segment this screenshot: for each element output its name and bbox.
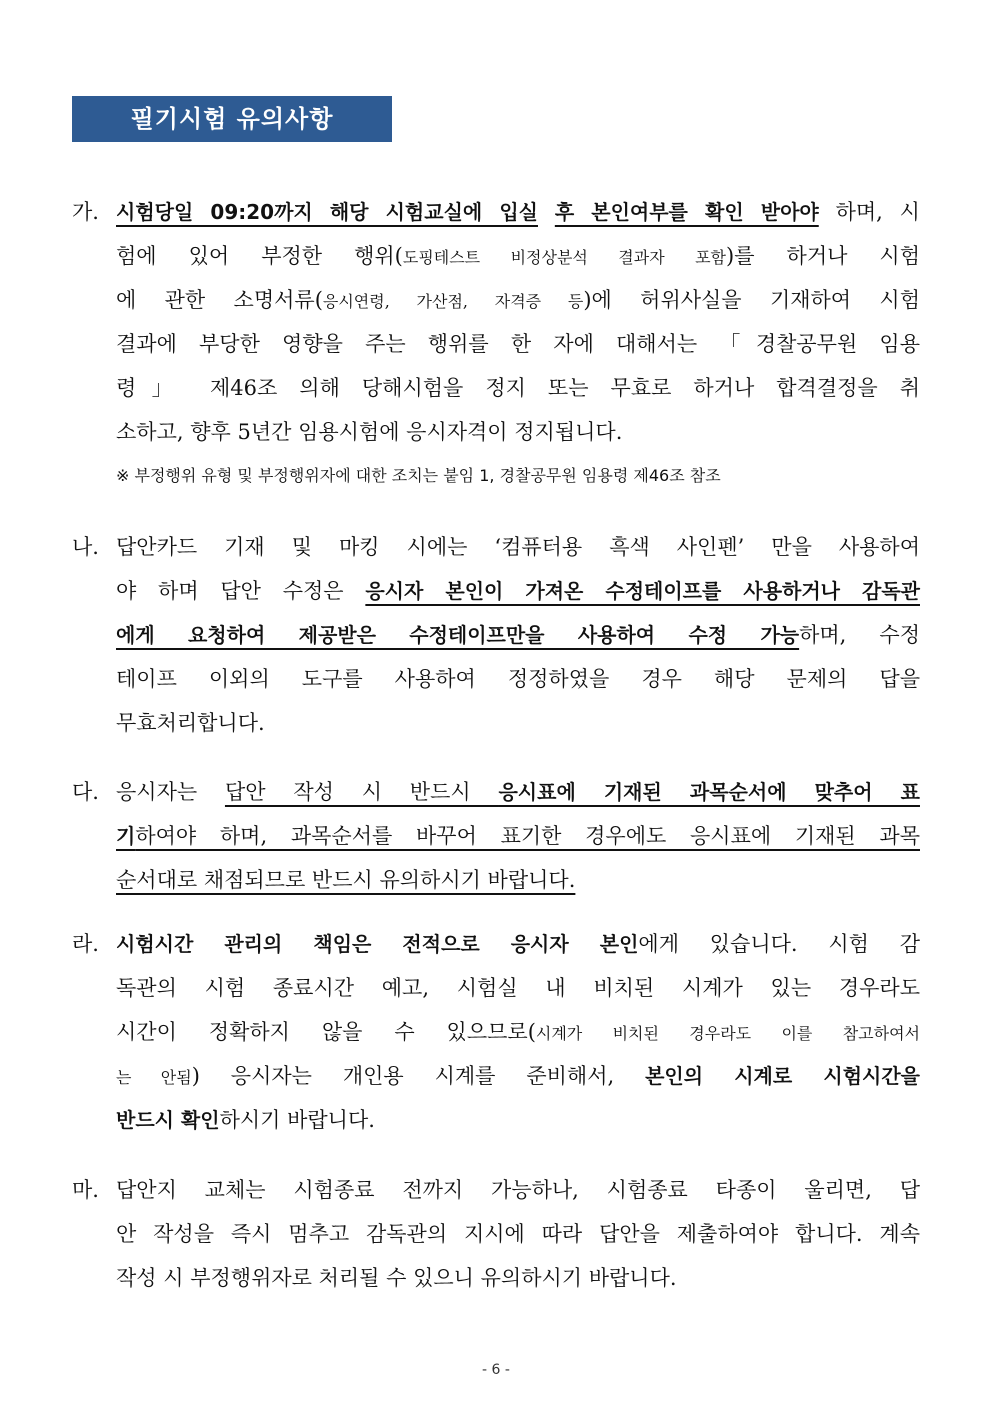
item-marker: 다. <box>72 780 99 804</box>
text-line: 답안지 교체는 시험종료 전까지 가능하나, 시험종료 타종이 울리면, 답 <box>116 1178 920 1202</box>
text-line: 시험시간 관리의 책임은 전적으로 응시자 본인에게 있습니다. 시험 감 <box>116 932 920 956</box>
underlined-text: 순서대로 채점되므로 반드시 유의하시기 바랍니다. <box>116 868 576 892</box>
item-body <box>116 922 920 1142</box>
underlined-text: 하여야 하며, 과목순서를 바꾸어 표기한 경우에도 응시표에 기재된 과목 <box>135 824 920 848</box>
emphasis-text: 응시표에 기재된 과목순서에 맞추어 표 <box>498 780 920 804</box>
item-body <box>116 190 920 488</box>
emphasis-text: 후 본인여부를 확인 받아야 <box>554 200 819 224</box>
small-text: 도핑테스트 비정상분석 결과자 포함 <box>402 248 727 267</box>
item-marker: 나. <box>72 535 99 559</box>
item-marker: 가. <box>72 200 99 224</box>
text-line <box>116 858 920 902</box>
text-line: 는 안됨) 응시자는 개인용 시계를 준비해서, 본인의 시계로 시험시간을 <box>116 1064 920 1088</box>
emphasis-text: 기 <box>116 824 136 848</box>
text-line: 반드시 확인하시기 바랍니다. <box>116 1108 375 1132</box>
text-line: 야 하며 답안 수정은 응시자 본인이 가져온 수정테이프를 사용하거나 감독관 <box>116 579 920 603</box>
emphasis-text: 시험당일 09:20까지 해당 시험교실에 입실 <box>116 200 538 224</box>
text-line: 시험당일 09:20까지 해당 시험교실에 입실 후 본인여부를 확인 받아야 하며, 시 <box>116 200 920 224</box>
emphasis-text: 본인의 시계로 시험시간을 <box>645 1064 920 1088</box>
text-line: 독관의 시험 종료시간 예고, 시험실 내 비치된 시계가 있는 경우라도 <box>116 976 920 1000</box>
text-line: 작성 시 부정행위자로 처리될 수 있으니 유의하시기 바랍니다. <box>116 1266 677 1290</box>
text-line: 령」 제46조 의해 당해시험을 정지 또는 무효로 하거나 합격결정을 취 <box>116 376 920 400</box>
page-number: - 6 - <box>482 1362 510 1378</box>
small-text: 응시연령, 가산점, 자격증 등 <box>322 292 584 311</box>
emphasis-text: 응시자 본인이 가져온 수정테이프를 사용하거나 감독관 <box>365 579 920 603</box>
item-body <box>116 525 920 745</box>
text-line: 응시자는 답안 작성 시 반드시 응시표에 기재된 과목순서에 맞추어 표 <box>116 780 920 804</box>
text-line: 소하고, 향후 5년간 임용시험에 응시자격이 정지됩니다. <box>116 420 623 444</box>
text-line: 답안카드 기재 및 마킹 시에는 ‘컴퓨터용 흑색 사인펜’ 만을 사용하여 <box>116 535 920 559</box>
item-body <box>116 1168 920 1300</box>
text-line <box>116 814 920 858</box>
reference-note: ※ 부정행위 유형 및 부정행위자에 대한 조치는 붙임 1, 경찰공무원 임용령 제46조 참조 <box>116 466 721 485</box>
text-line: 테이프 이외의 도구를 사용하여 정정하였을 경우 해당 문제의 답을 <box>116 667 920 691</box>
item-marker: 라. <box>72 932 99 956</box>
text-line: 무효처리합니다. <box>116 711 265 735</box>
text-line: 에게 요청하여 제공받은 수정테이프만을 사용하여 수정 가능하며, 수정 <box>116 623 920 647</box>
section-title: 필기시험 유의사항 <box>72 96 392 142</box>
text-line: 시간이 정확하지 않을 수 있으므로(시계가 비치된 경우라도 이를 참고하여서 <box>116 1020 920 1044</box>
item-body <box>116 770 920 902</box>
text-line: 안 작성을 즉시 멈추고 감독관의 지시에 따라 답안을 제출하여야 합니다. 계속 <box>116 1222 920 1246</box>
text-line: 에 관한 소명서류(응시연령, 가산점, 자격증 등)에 허위사실을 기재하여 시험 <box>116 288 920 312</box>
text-line: 험에 있어 부정한 행위(도핑테스트 비정상분석 결과자 포함)를 하거나 시험 <box>116 244 920 268</box>
text-line: 결과에 부당한 영향을 주는 행위를 한 자에 대해서는 「경찰공무원 임용 <box>116 332 920 356</box>
emphasis-text: 반드시 확인 <box>116 1108 220 1132</box>
item-marker: 마. <box>72 1178 99 1202</box>
small-text: 는 안됨 <box>116 1068 192 1087</box>
small-text: 시계가 비치된 경우라도 이를 참고하여서 <box>535 1024 920 1043</box>
emphasis-text: 시험시간 관리의 책임은 전적으로 응시자 본인 <box>116 932 639 956</box>
emphasis-text: 에게 요청하여 제공받은 수정테이프만을 사용하여 수정 가능 <box>116 623 800 647</box>
underlined-text: 답안 작성 시 반드시 <box>224 780 499 804</box>
